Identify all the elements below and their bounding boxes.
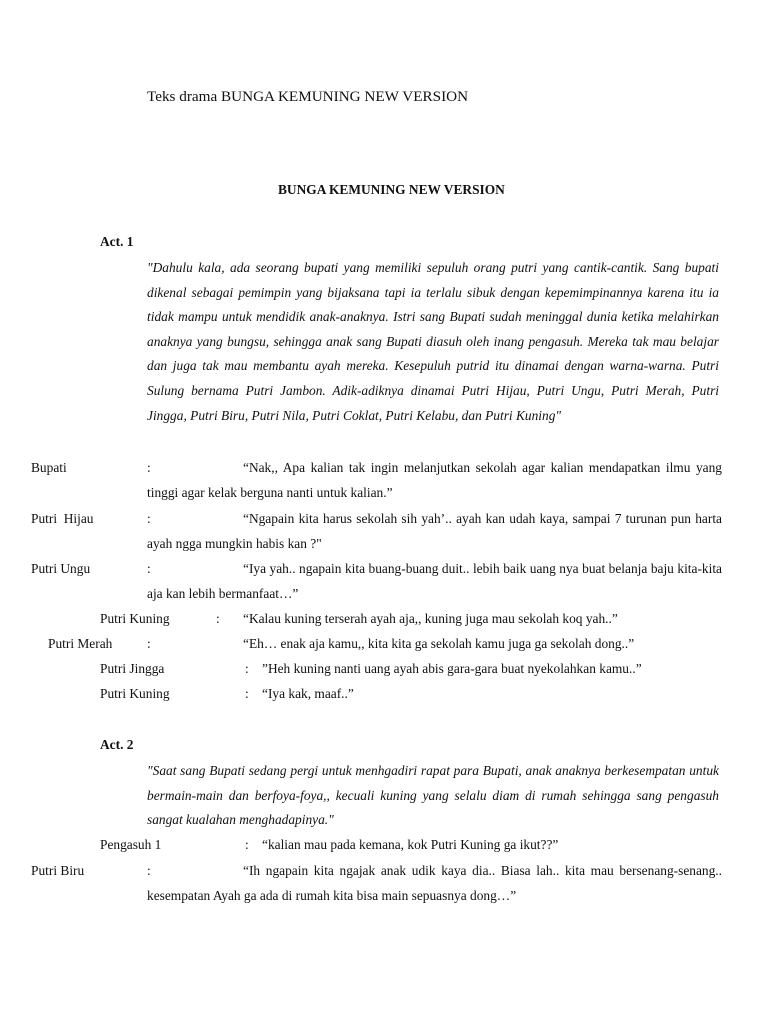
speaker-pengasuh-1: Pengasuh 1 <box>100 837 162 852</box>
dialogue-colon: : <box>245 686 249 701</box>
document-title: Teks drama BUNGA KEMUNING NEW VERSION <box>147 88 469 105</box>
act-2-narration: "Saat sang Bupati sedang pergi untuk menhgadiri rapat para Bupati, anak anaknya berkesempatan untuk bermain-main dan berfoya-foya,, kecuali kuning yang selalu diam di rumah sehingga sang pengasuh sangat kualahan menghadapinya." <box>147 763 719 828</box>
dialogue-colon: : <box>147 863 151 878</box>
speaker-putri-kuning: Putri Kuning <box>100 686 170 701</box>
dialogue-putri-kuning: “Kalau kuning terserah ayah aja,, kuning juga mau sekolah koq yah..” <box>243 611 618 626</box>
speaker-putri-merah: Putri Merah <box>48 636 113 651</box>
speaker-putri-biru: Putri Biru <box>31 863 85 878</box>
act-2-label: Act. 2 <box>100 737 134 752</box>
dialogue-putri-biru: “Ih ngapain kita ngajak anak udik kaya dia.. Biasa lah.. kita mau bersenang-senang.. kesempatan Ayah ga ada di rumah kita bisa main sepuasnya dong…” <box>147 863 722 903</box>
dialogue-colon: : <box>147 636 151 651</box>
dialogue-pengasuh-1: “kalian mau pada kemana, kok Putri Kuning ga ikut??” <box>262 837 559 852</box>
dialogue-putri-jingga: ”Heh kuning nanti uang ayah abis gara-gara buat nyekolahkan kamu..” <box>262 661 642 676</box>
speaker-putri-hijau: Putri Hijau <box>31 511 94 526</box>
dialogue-colon: : <box>147 561 151 576</box>
speaker-putri-kuning: Putri Kuning <box>100 611 170 626</box>
dialogue-colon: : <box>147 460 151 475</box>
speaker-putri-jingga: Putri Jingga <box>100 661 165 676</box>
dialogue-colon: : <box>245 661 249 676</box>
dialogue-colon: : <box>147 511 151 526</box>
dialogue-colon: : <box>245 837 249 852</box>
act-1-narration: "Dahulu kala, ada seorang bupati yang memiliki sepuluh orang putri yang cantik-cantik. Sang bupati dikenal sebagai pemimpin yang bijaksana tapi ia terlalu sibuk dengan kepemimpinannya karena itu ia tidak mampu untuk mendidik anak-anaknya. Istri sang Bupati sudah meninggal dunia ketika melahirkan anaknya yang bungsu, sehingga anak sang Bupati diasuh oleh inang pengasuh. Mereka tak mau belajar dan juga tak mau membantu ayah mereka. Kesepuluh putrid itu dinamai dengan warna-warna. Putri Sulung bernama Putri Jambon. Adik-adiknya dinamai Putri Hijau, Putri Ungu, Putri Merah, Putri Jingga, Putri Biru, Putri Nila, Putri Coklat, Putri Kelabu, dan Putri Kuning" <box>147 260 719 423</box>
play-heading: BUNGA KEMUNING NEW VERSION <box>278 182 505 197</box>
dialogue-putri-kuning-2: “Iya kak, maaf..” <box>262 686 354 701</box>
speaker-putri-ungu: Putri Ungu <box>31 561 91 576</box>
dialogue-colon: : <box>216 611 220 626</box>
dialogue-putri-hijau: “Ngapain kita harus sekolah sih yah’.. ayah kan udah kaya, sampai 7 turunan pun harta ayah ngga mungkin habis kan ?" <box>147 511 722 551</box>
dialogue-putri-merah: “Eh… enak aja kamu,, kita kita ga sekolah kamu juga ga sekolah dong..” <box>243 636 635 651</box>
dialogue-bupati: “Nak,, Apa kalian tak ingin melanjutkan sekolah agar kalian mendapatkan ilmu yang tinggi agar kelak berguna nanti untuk kalian.” <box>147 460 722 500</box>
dialogue-putri-ungu: “Iya yah.. ngapain kita buang-buang duit.. lebih baik uang nya buat belanja baju kita-kita aja kan lebih bermanfaat…” <box>147 561 722 601</box>
speaker-bupati: Bupati <box>31 460 67 475</box>
act-1-label: Act. 1 <box>100 234 134 249</box>
